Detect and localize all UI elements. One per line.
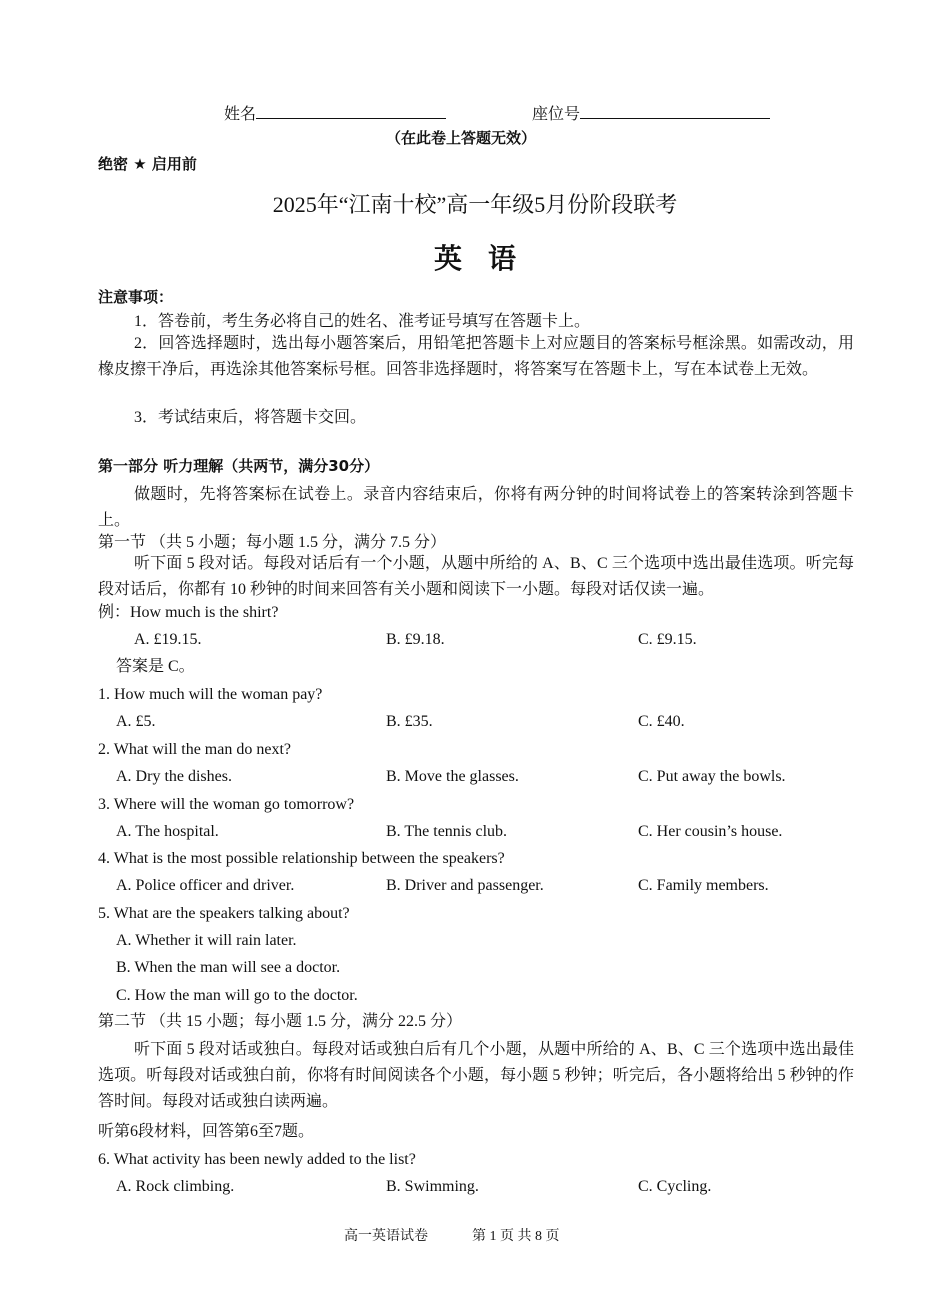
question-5: 5. What are the speakers talking about? (98, 905, 350, 922)
q1-option-c: C. £40. (638, 713, 685, 730)
example-option-a: A. £19.15. (134, 631, 202, 648)
q6-option-a: A. Rock climbing. (116, 1178, 235, 1195)
question-4: 4. What is the most possible relationship between the speakers? (98, 850, 505, 867)
subject-title: 英语 (433, 242, 542, 275)
example-option-c: C. £9.15. (638, 631, 697, 648)
footer-subject: 高一英语试卷 (344, 1229, 428, 1244)
example-question: 例：How much is the shirt? (98, 604, 279, 621)
notes-heading: 注意事项： (98, 288, 174, 306)
section1-heading: 第一节 （共 5 小题；每小题 1.5 分，满分 7.5 分） (98, 534, 447, 551)
seat-field (532, 102, 770, 124)
exam-title: 2025年“江南十校”高一年级5月份阶段联考 (272, 192, 678, 217)
q4-option-b: B. Driver and passenger. (386, 877, 544, 894)
question-3: 3. Where will the woman go tomorrow? (98, 796, 355, 813)
q2-option-b: B. Move the glasses. (386, 768, 519, 785)
footer-page: 第 1 页 共 8 页 (472, 1229, 560, 1244)
secret-label: 绝密 ★ 启用前 (98, 155, 197, 173)
q4-option-c: C. Family members. (638, 877, 769, 894)
q3-option-c: C. Her cousin’s house. (638, 823, 783, 840)
example-option-b: B. £9.18. (386, 631, 445, 648)
name-label: 姓名 (224, 106, 257, 123)
q1-option-b: B. £35. (386, 713, 433, 730)
note-item-1: 1．答卷前，考生务必将自己的姓名、准考证号填写在答题卡上。 (134, 313, 591, 330)
q2-option-a: A. Dry the dishes. (116, 768, 232, 785)
q3-option-a: A. The hospital. (116, 823, 219, 840)
q5-option-a: A. Whether it will rain later. (116, 932, 297, 949)
question-1: 1. How much will the woman pay? (98, 686, 323, 703)
note-item-2: 2．回答选择题时，选出每小题答案后，用铅笔把答题卡上对应题目的答案标号框涂黑。如需改动，用橡皮擦干净后，再选涂其他答案标号框。回答非选择题时，将答案写在答题卡上，写在本试卷上无效。 (98, 335, 854, 378)
name-field (224, 102, 446, 124)
section1-intro: 听下面 5 段对话。每段对话后有一个小题，从题中所给的 A、B、C 三个选项中选出最佳选项。听完每段对话后，你都有 10 秒钟的时间来回答有关小题和阅读下一小题。每段对话仅读一遍。 (98, 555, 854, 598)
q2-option-c: C. Put away the bowls. (638, 768, 786, 785)
seat-blank[interactable] (580, 102, 770, 119)
part1-heading: 第一部分 听力理解（共两节，满分30分） (98, 457, 380, 475)
note-item-3: 3．考试结束后，将答题卡交回。 (134, 409, 367, 426)
q1-option-a: A. £5. (116, 713, 156, 730)
q5-option-c: C. How the man will go to the doctor. (116, 987, 358, 1004)
section2-intro: 听下面 5 段对话或独白。每段对话或独白后有几个小题，从题中所给的 A、B、C 三个选项中选出最佳选项。听每段对话或独白前，你将有时间阅读各个小题，每小题 5 秒钟；听完后，各小题将给出 5 秒钟的作答时间。每段对话或独白读两遍。 (98, 1041, 854, 1110)
example-answer: 答案是 C。 (116, 658, 195, 675)
question-6: 6. What activity has been newly added to the list? (98, 1151, 416, 1168)
seat-label: 座位号 (532, 106, 581, 123)
material-6-note: 听第6段材料，回答第6至7题。 (98, 1123, 315, 1140)
name-blank[interactable] (256, 102, 446, 119)
q5-option-b: B. When the man will see a doctor. (116, 959, 341, 976)
q4-option-a: A. Police officer and driver. (116, 877, 295, 894)
q6-option-c: C. Cycling. (638, 1178, 712, 1195)
q6-option-b: B. Swimming. (386, 1178, 479, 1195)
invalid-note: （在此卷上答题无效） (386, 129, 537, 147)
q3-option-b: B. The tennis club. (386, 823, 508, 840)
question-2: 2. What will the man do next? (98, 741, 291, 758)
section2-heading: 第二节 （共 15 小题；每小题 1.5 分，满分 22.5 分） (98, 1013, 463, 1030)
part1-intro: 做题时，先将答案标在试卷上。录音内容结束后，你将有两分钟的时间将试卷上的答案转涂到答题卡上。 (98, 486, 854, 529)
